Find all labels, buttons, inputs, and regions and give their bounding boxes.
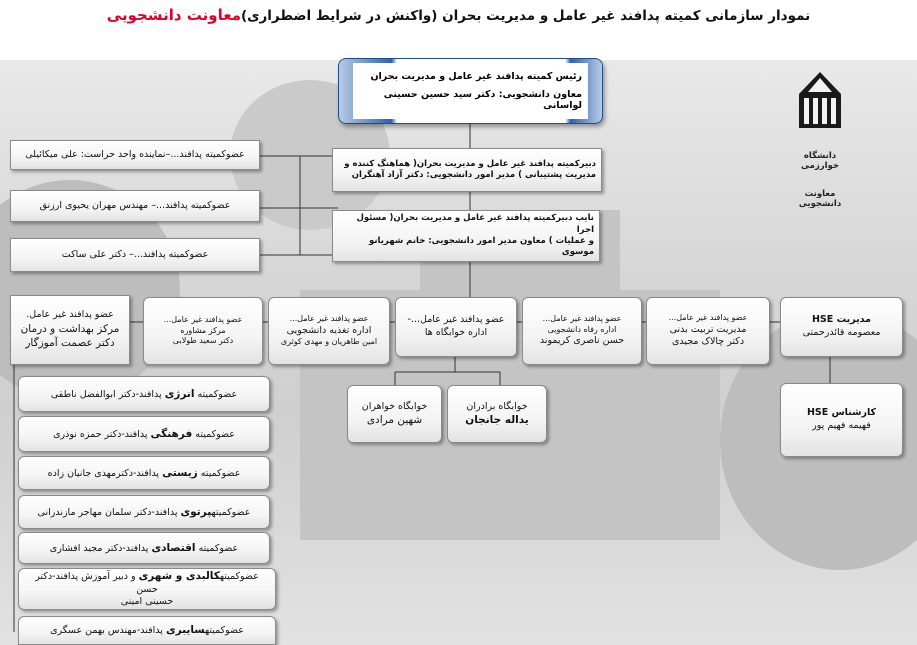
- member-role: عضو پدافند غیر عامل.: [26, 309, 114, 321]
- sub-field: انرژی: [164, 387, 195, 400]
- sub-prefix: عضوکمیته: [219, 570, 259, 582]
- member-name: دکتر عصمت آموزگار: [25, 337, 115, 350]
- university-emblem-icon: [796, 72, 844, 130]
- member-box-physical-education: [646, 297, 770, 365]
- subcommittee-cyber-box: [18, 616, 276, 645]
- sub-prefix: عضوکمیته: [211, 506, 251, 518]
- member-box-yahyavi: [10, 190, 260, 222]
- member-name: حسن ناصری کریموند: [539, 335, 625, 347]
- subcommittee-biological-box: [18, 456, 270, 490]
- sub-field: زیستی: [162, 466, 198, 479]
- member-box-health-center: [10, 295, 130, 365]
- member-unit: اداره خوابگاه ها: [424, 327, 488, 338]
- sub-field: فرهنگی: [150, 427, 193, 440]
- sub-suffix: پدافند-دکتر حمزه نوذری: [53, 428, 148, 440]
- subcommittee-energy-box: [18, 376, 270, 412]
- sub-suffix-line2: حسینی امینی: [120, 596, 174, 608]
- member-unit: اداره تغذیه دانشجویی: [286, 324, 372, 336]
- member-unit: مرکز بهداشت و درمان: [20, 323, 120, 336]
- member-text: عضوکمیته پدافند...– مهندس مهران یحیوی ارزنق: [39, 199, 231, 211]
- deputy-secretary-box: [332, 210, 600, 262]
- dorm-title: خوابگاه خواهران: [361, 400, 428, 412]
- dorm-manager: شهین مرادی: [366, 414, 423, 427]
- member-text: عضوکمیته پدافند...–نماینده واحد حراست: علی میکائیلی: [25, 148, 245, 160]
- dorm-manager: یداله جانجان: [465, 414, 529, 427]
- hse-expert-box: [780, 383, 903, 457]
- sub-suffix: و دبیر آموزش پدافند-دکتر حسن: [35, 570, 158, 595]
- subcommittee-cultural-box: [18, 416, 270, 452]
- member-role: عضو پدافند غیر عامل...: [289, 313, 369, 323]
- hse-manager-box: [780, 297, 903, 357]
- title-main-text: نمودار سازمانی کمیته پدافند غیر عامل و مدیریت بحران (واکنش در شرایط اضطراری): [240, 8, 811, 24]
- sub-suffix: پدافند-دکتر سلمان مهاجر مازندرانی: [37, 506, 178, 518]
- member-box-welfare: [522, 297, 642, 365]
- member-box-dormitories: [395, 297, 517, 357]
- male-dormitory-box: [447, 385, 547, 443]
- secretary-box: [332, 148, 602, 192]
- member-name: دکتر چالاک مجیدی: [671, 336, 745, 348]
- sub-suffix: پدافند-مهندس بهمن عسگری: [50, 625, 163, 637]
- hse-manager-name: معصومه قائدرحمتی: [802, 327, 881, 338]
- member-unit: مدیریت تربیت بدنی: [669, 323, 747, 335]
- member-text: عضوکمیته پدافند...– دکتر علی ساکت: [61, 248, 209, 260]
- committee-head-box: [338, 58, 603, 124]
- logo-university-name: دانشگاه خوارزمی: [800, 151, 840, 171]
- member-role: عضو پدافند غیر عامل...: [542, 313, 622, 323]
- sub-prefix: عضوکمیته: [204, 625, 244, 637]
- sub-prefix: عضوکمیته: [198, 542, 239, 554]
- sub-suffix: پدافند-دکتر ابوالفضل ناطقی: [50, 388, 162, 400]
- sub-field: اقتصادی: [151, 541, 196, 554]
- sub-field: سایبری: [165, 624, 205, 637]
- member-role: عضو پدافند غیر عامل...-: [407, 314, 505, 326]
- member-role: عضو پدافند غیر عامل...: [163, 314, 243, 324]
- subcommittee-physical-urban-box: [18, 568, 276, 610]
- sub-field: کالبدی و شهری: [138, 569, 220, 582]
- member-unit: اداره رفاه دانشجویی: [547, 324, 617, 334]
- secretary-line1: دبیرکمیته پدافند غیر عامل و مدیریت بحران( هماهنگ کننده و: [344, 158, 596, 169]
- secretary-line2: مدیریت پشتیبانی ) مدیر امور دانشجویی: دکتر آزاد آهنگران: [351, 170, 596, 180]
- member-box-nutrition: [268, 297, 390, 365]
- logo-unit-name: معاونت دانشجویی: [798, 189, 842, 209]
- member-role: عضو پدافند غیر عامل...: [668, 312, 748, 322]
- university-logo: [790, 72, 850, 209]
- member-unit: مرکز مشاوره: [180, 325, 226, 335]
- sub-prefix: عضوکمیته: [197, 388, 238, 400]
- title-accent-text: معاونت دانشجویی: [106, 6, 241, 24]
- member-name: امین طاهریان و مهدی کوثری: [280, 337, 378, 347]
- member-box-saket: [10, 238, 260, 272]
- head-title: رئیس کمیته پدافند غیر عامل و مدیریت بحران: [370, 70, 582, 82]
- hse-manager-title: مدیریت HSE: [811, 314, 872, 326]
- member-name: دکتر سعید طولابی: [172, 336, 234, 346]
- deputy-line1: نایب دبیرکمیته پدافند غیر عامل و مدیریت بحران( مسئول اجرا: [356, 213, 594, 235]
- hse-expert-title: کارشناس HSE: [806, 407, 877, 419]
- member-box-counseling: [143, 297, 263, 365]
- subcommittee-radiation-box: [18, 495, 270, 529]
- subcommittee-economic-box: [18, 532, 270, 564]
- sub-suffix: پدافند-دکتر مجید افشاری: [49, 542, 149, 554]
- sub-field: پرتوی: [180, 505, 212, 518]
- female-dormitory-box: [347, 385, 442, 443]
- dorm-title: خوابگاه برادران: [466, 400, 528, 412]
- head-name: معاون دانشجویی: دکتر سید حسین حسینی لواسانی: [383, 89, 582, 112]
- hse-expert-name: فهیمه فهیم پور: [812, 420, 871, 431]
- member-box-security: [10, 140, 260, 170]
- sub-suffix: پدافند-دکترمهدی جانیان زاده: [47, 467, 160, 479]
- deputy-line2: و عملیات ) معاون مدیر امور دانشجویی: خانم شهریانو موسوی: [369, 236, 594, 258]
- sub-prefix: عضوکمیته: [195, 428, 235, 440]
- sub-prefix: عضوکمیته: [200, 467, 241, 479]
